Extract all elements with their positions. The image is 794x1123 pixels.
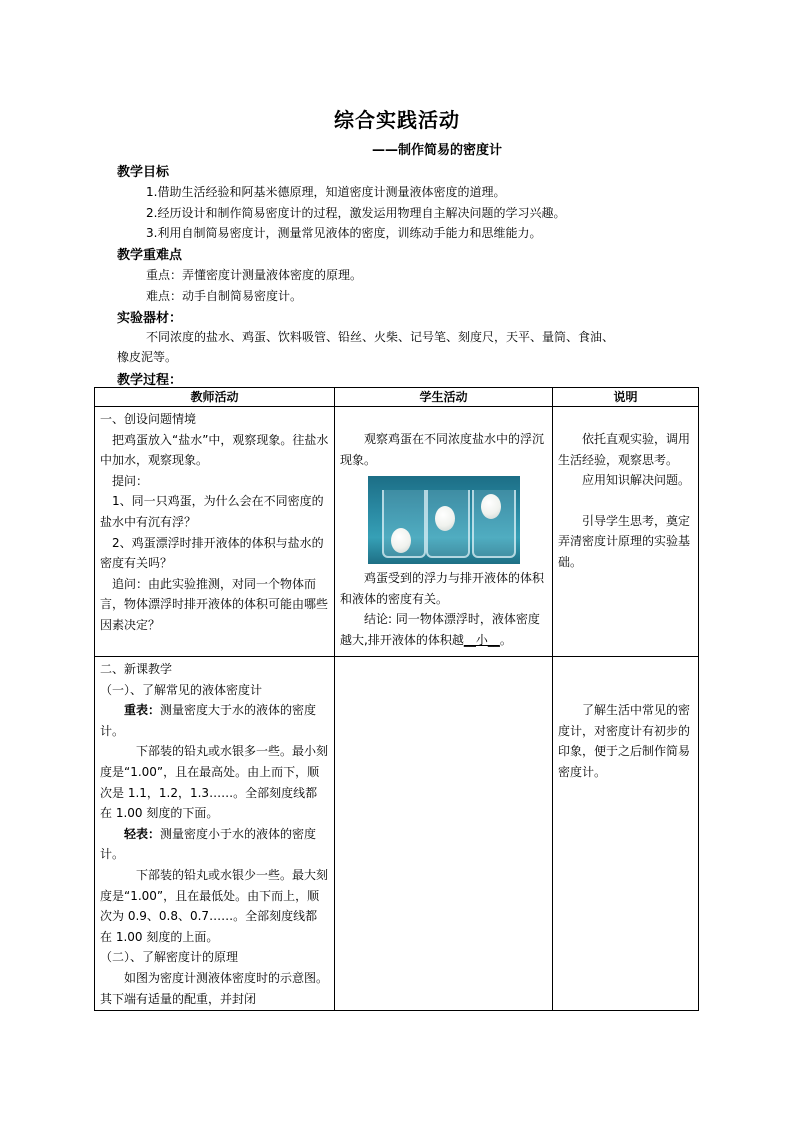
heavy-def: 测量密度大于水的液体的密度计。 <box>100 703 317 738</box>
student-text: 鸡蛋受到的浮力与排开液体的体积和液体的密度有关。 <box>340 571 545 606</box>
note-cell <box>553 407 699 657</box>
teacher-text: 追问：由此实验推测，对同一个物体而言，物体漂浮时排开液体的体积可能由哪些因素决定？ <box>100 576 329 632</box>
header-student: 学生活动 <box>335 388 553 407</box>
student-cell <box>335 657 553 1011</box>
goal-item: 3.利用自制简易密度计，测量常见液体的密度，训练动手能力和思维能力。 <box>146 226 542 240</box>
materials-heading: 实验器材： <box>117 311 183 326</box>
teacher-text: 1、同一只鸡蛋，为什么会在不同密度的盐水中有沉有浮？ <box>100 494 324 529</box>
goal-item: 1.借助生活经验和阿基米德原理，知道密度计测量液体密度的道理。 <box>146 185 506 199</box>
goal-item: 2.经历设计和制作简易密度计的过程，激发运用物理自主解决问题的学习兴趣。 <box>146 206 566 220</box>
subsection-heading: （一）、了解常见的液体密度计 <box>100 682 263 697</box>
student-text: 观察鸡蛋在不同浓度盐水中的浮沉现象。 <box>340 432 545 467</box>
conclusion-end: 。 <box>499 632 512 647</box>
subsection-heading: （二）、了解密度计的原理 <box>100 950 239 965</box>
teacher-text: 把鸡蛋放入“盐水”中，观察现象。往盐水中加水，观察现象。 <box>100 432 329 468</box>
lesson-process-table <box>94 387 699 1011</box>
keypoint-difficulty: 难点：动手自制简易密度计。 <box>146 289 303 303</box>
eggs-in-saltwater-photo <box>368 476 520 564</box>
teacher-text: 提问： <box>112 473 149 488</box>
table-row <box>95 657 699 1011</box>
note-text: 应用知识解决问题。 <box>582 473 691 488</box>
student-cell <box>335 407 553 657</box>
table-header-row <box>95 388 699 407</box>
conclusion-text: 结论: 同一物体漂浮时，液体密度越大,排开液体的体积越 <box>340 612 540 647</box>
materials-line: 不同浓度的盐水、鸡蛋、饮料吸管、铅丝、火柴、记号笔、刻度尺，天平、量筒、食油、 <box>146 330 615 344</box>
table-row <box>95 407 699 657</box>
teacher-cell <box>95 407 335 657</box>
section-heading: 二、新课教学 <box>100 662 173 676</box>
document-title: 综合实践活动 <box>334 108 460 132</box>
heavy-hydrometer-text <box>100 700 329 741</box>
header-note: 说明 <box>553 388 699 407</box>
teacher-cell <box>95 657 335 1011</box>
note-text: 引导学生思考，奠定弄清密度计原理的实验基础。 <box>558 513 691 569</box>
process-heading: 教学过程： <box>117 373 183 388</box>
section-heading: 一、创设问题情境 <box>100 412 197 426</box>
document-subtitle: ——制作简易的密度计 <box>372 143 503 158</box>
note-cell <box>553 657 699 1011</box>
principle-text: 如图为密度计测液体密度时的示意图。其下端有适量的配重，并封闭 <box>100 970 329 1006</box>
goals-heading: 教学目标 <box>117 165 170 180</box>
light-hydrometer-text <box>100 824 329 865</box>
light-desc: 下部装的铅丸或水银少一些。最大刻度是“1.00”，且在最低处。由下而上，顺次为 0.9、0.8、0.7……。全部刻度线都在 1.00 刻度的上面。 <box>100 867 329 944</box>
conclusion-blank: __小__ <box>463 632 500 647</box>
teacher-text: 2、鸡蛋漂浮时排开液体的体积与盐水的密度有关吗？ <box>100 535 324 571</box>
light-def: 测量密度小于水的液体的密度计。 <box>100 826 317 862</box>
note-text: 依托直观实验，调用生活经验，观察思考。 <box>558 432 691 467</box>
light-label: 轻表： <box>124 826 161 841</box>
materials-line: 橡皮泥等。 <box>117 350 178 364</box>
heavy-label: 重表： <box>124 703 161 718</box>
heavy-desc: 下部装的铅丸或水银多一些。最小刻度是“1.00”，且在最高处。由上而下，顺次是 1.1，1.2，1.3……。全部刻度线都在 1.00 刻度的下面。 <box>100 744 329 821</box>
student-conclusion <box>340 609 547 650</box>
header-teacher: 教师活动 <box>95 388 335 407</box>
keypoint-focus: 重点：弄懂密度计测量液体密度的原理。 <box>146 268 363 282</box>
keypoints-heading: 教学重难点 <box>117 248 183 263</box>
note-text: 了解生活中常见的密度计，对密度计有初步的印象，便于之后制作简易密度计。 <box>558 703 691 779</box>
